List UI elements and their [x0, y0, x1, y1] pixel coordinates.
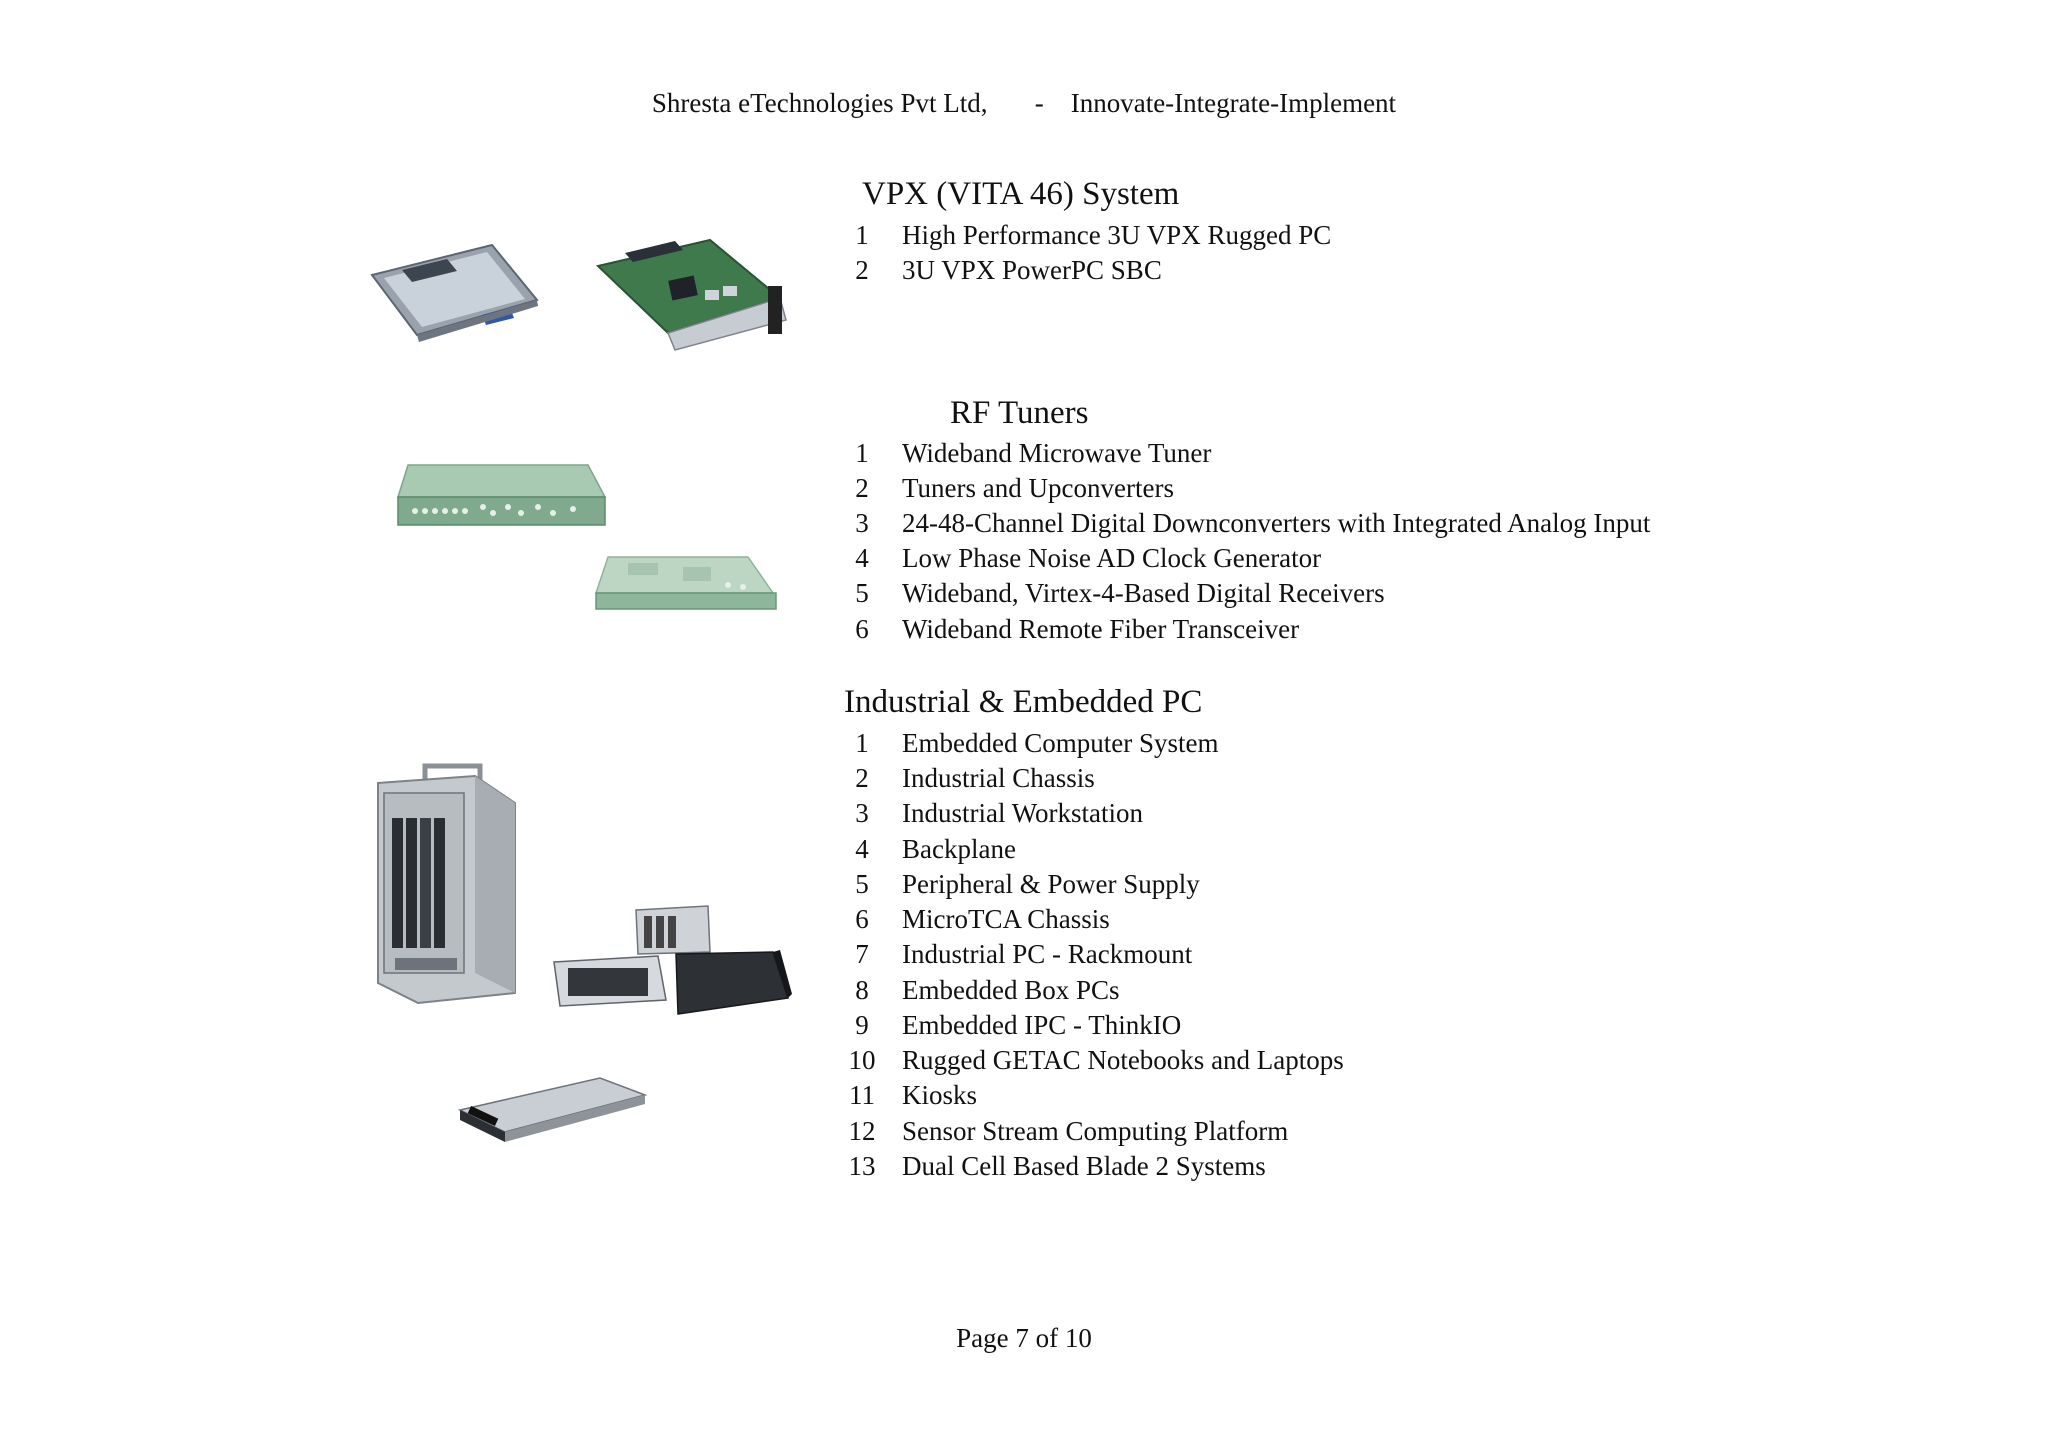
list-item-label: Wideband Remote Fiber Transceiver	[902, 614, 1300, 644]
list-item-number: 1	[855, 220, 869, 250]
list-item-number: 2	[855, 473, 869, 503]
page-header	[0, 88, 2048, 119]
list-item-label: Embedded Box PCs	[902, 975, 1120, 1005]
list-item-label: Kiosks	[902, 1080, 978, 1110]
list-item-number: 2	[855, 255, 869, 285]
list-item-number: 9	[855, 1010, 869, 1040]
page-number: Page 7 of 10	[956, 1323, 1092, 1353]
company-tagline: Innovate-Integrate-Implement	[1070, 88, 1397, 118]
industrial-tower-chassis-image	[370, 758, 520, 1008]
list-item-number: 10	[848, 1045, 876, 1075]
list-item-label: Wideband Microwave Tuner	[902, 438, 1212, 468]
company-name: Shresta eTechnologies Pvt Ltd,	[651, 88, 988, 118]
list-item-label: 3U VPX PowerPC SBC	[902, 255, 1162, 285]
list-item-number: 11	[849, 1080, 875, 1110]
list-item-label: Peripheral & Power Supply	[902, 869, 1200, 899]
rackmount-chassis-group-image	[548, 902, 793, 1032]
vpx-rugged-pc-board-image	[362, 230, 542, 350]
rf-tuner-module-image	[393, 455, 613, 540]
list-item-label: Embedded IPC - ThinkIO	[902, 1010, 1182, 1040]
blade-server-image	[450, 1070, 650, 1150]
section-title-rf-tuners: RF Tuners	[950, 395, 1089, 431]
list-item-number: 6	[855, 904, 869, 934]
list-item-label: Embedded Computer System	[902, 728, 1219, 758]
list-item-label: MicroTCA Chassis	[902, 904, 1110, 934]
list-item-number: 5	[855, 578, 869, 608]
list-item-number: 1	[855, 728, 869, 758]
vpx-powerpc-sbc-board-image	[590, 228, 790, 353]
list-item-number: 5	[855, 869, 869, 899]
list-item-label: Industrial Chassis	[902, 763, 1095, 793]
list-item-label: Wideband, Virtex-4-Based Digital Receivers	[902, 578, 1385, 608]
list-item-label: Dual Cell Based Blade 2 Systems	[902, 1151, 1266, 1181]
list-item-label: Industrial PC - Rackmount	[902, 939, 1193, 969]
list-item-label: Industrial Workstation	[902, 798, 1144, 828]
list-item-label: Backplane	[902, 834, 1016, 864]
list-item-label: Low Phase Noise AD Clock Generator	[902, 543, 1322, 573]
list-item-number: 8	[855, 975, 869, 1005]
list-item-number: 2	[855, 763, 869, 793]
list-item-number: 4	[855, 543, 869, 573]
list-item-number: 6	[855, 614, 869, 644]
list-item-label: 24-48-Channel Digital Downconverters with Integrated Analog Input	[902, 508, 1651, 538]
list-item-number: 3	[855, 508, 869, 538]
section-title-industrial-pc: Industrial & Embedded PC	[844, 684, 1203, 720]
rf-tuner-card-image	[588, 545, 788, 625]
list-item-number: 4	[855, 834, 869, 864]
list-item-number: 12	[848, 1116, 876, 1146]
header-separator: -	[1034, 88, 1044, 118]
list-item-label: Tuners and Upconverters	[902, 473, 1174, 503]
section-title-vpx: VPX (VITA 46) System	[862, 176, 1180, 212]
list-item-label: Rugged GETAC Notebooks and Laptops	[902, 1045, 1344, 1075]
list-item-label: Sensor Stream Computing Platform	[902, 1116, 1289, 1146]
list-item-number: 7	[855, 939, 869, 969]
list-item-label: High Performance 3U VPX Rugged PC	[902, 220, 1332, 250]
list-item-number: 13	[848, 1151, 876, 1181]
list-item-number: 1	[855, 438, 869, 468]
list-item-number: 3	[855, 798, 869, 828]
